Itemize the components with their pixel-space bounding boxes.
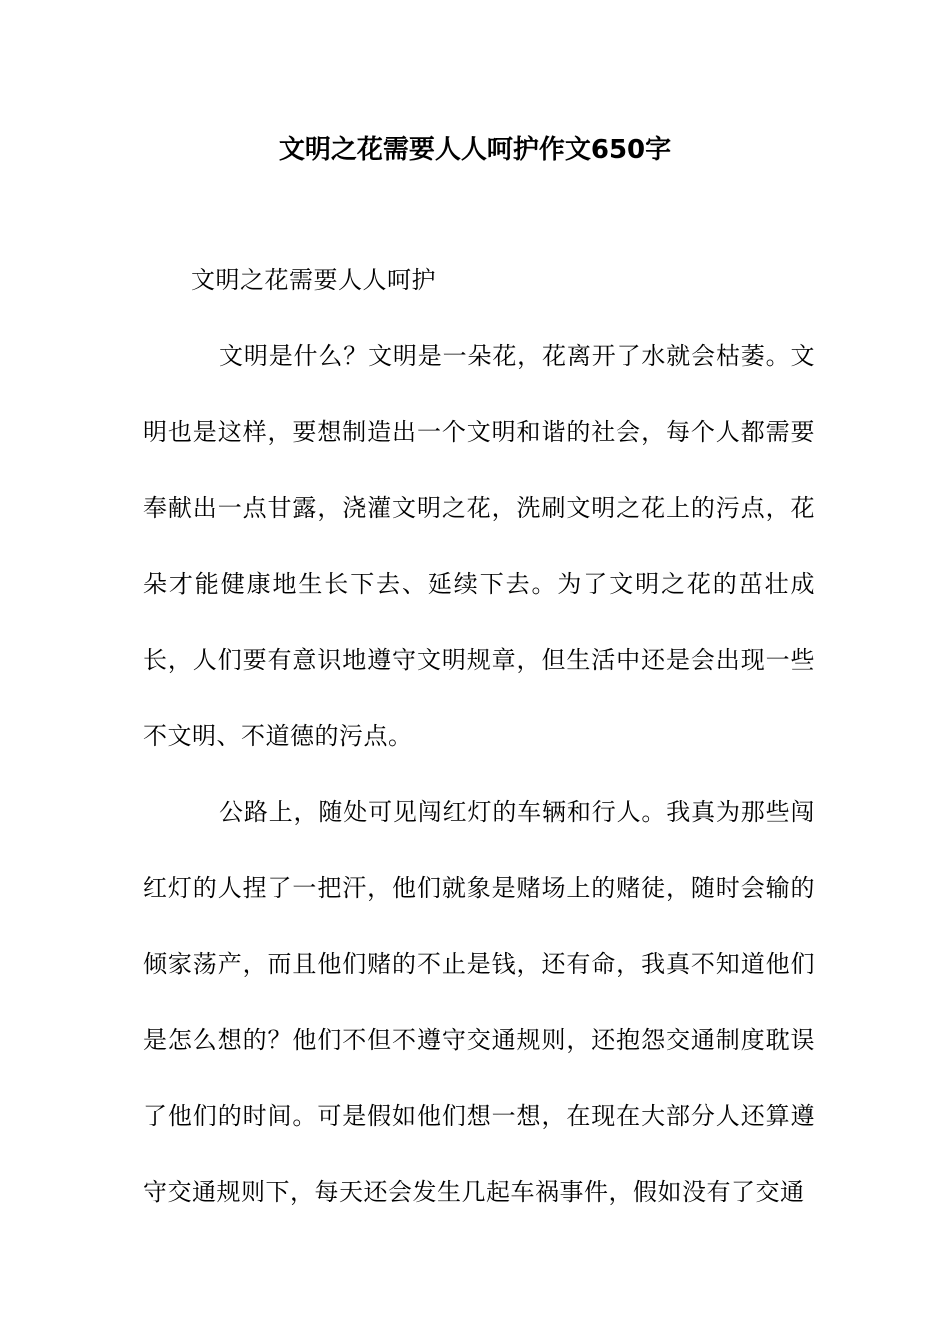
document-title: 文明之花需要人人呵护作文650字 — [278, 135, 672, 165]
document-subtitle: 文明之花需要人人呵护 — [191, 266, 436, 294]
document-body — [143, 242, 815, 1230]
paragraph-1: 文明是什么？文明是一朵花，花离开了水就会枯萎。文明也是这样，要想制造出一个文明和谐的社会，每个人都需要奉献出一点甘露，浇灌文明之花，洗刷文明之花上的污点，花朵才能健康地生长下去、延续下去。为了文明之花的茁壮成长，人们要有意识地遵守文明规章，但生活中还是会出现一些不文明、不道德的污点。 — [143, 342, 815, 750]
paragraph-2: 公路上，随处可见闯红灯的车辆和行人。我真为那些闯红灯的人捏了一把汗，他们就象是赌场上的赌徒，随时会输的倾家荡产，而且他们赌的不止是钱，还有命，我真不知道他们是怎么想的？他们不但不遵守交通规则，还抱怨交通制度耽误了他们的时间。可是假如他们想一想，在现在大部分人还算遵守交通规则下，每天还会发生几起车祸事件，假如没有了交通 — [143, 798, 815, 1206]
